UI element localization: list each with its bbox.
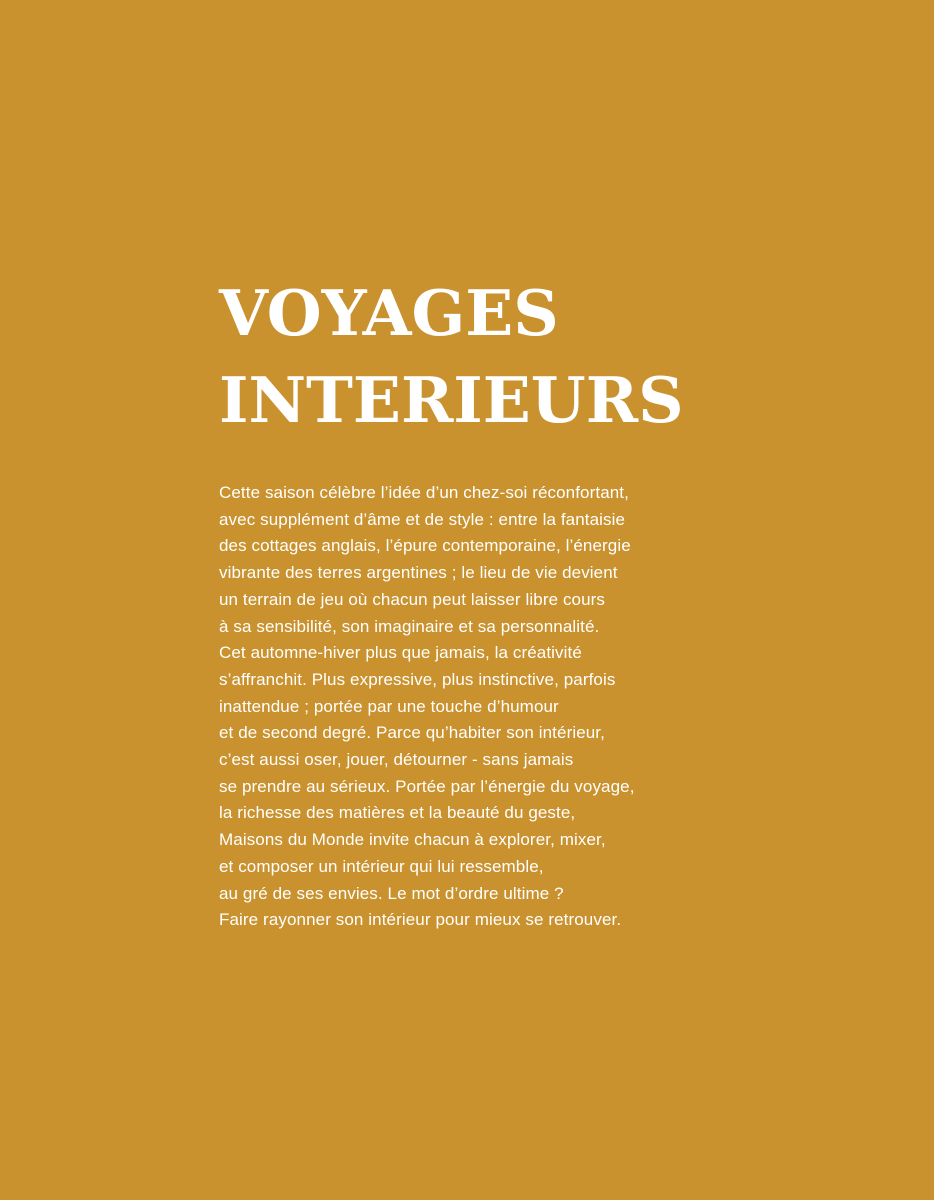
title-line-2: INTERIEURS [219, 363, 684, 437]
paragraph-line: Cette saison célèbre l’idée d’un chez-soi réconfortant, [219, 483, 629, 502]
paragraph-line: se prendre au sérieux. Portée par l’énergie du voyage, [219, 776, 635, 796]
paragraph-line: et de second degré. Parce qu’habiter son intérieur, [219, 723, 605, 743]
paragraph-line: s’affranchit. Plus expressive, plus instinctive, parfois [219, 669, 616, 689]
page-title [219, 270, 739, 444]
paragraph-line: Cet automne-hiver plus que jamais, la créativité [219, 643, 582, 663]
paragraph-line: la richesse des matières et la beauté du geste, [219, 803, 576, 823]
paragraph-line: au gré de ses envies. Le mot d’ordre ultime ? [219, 883, 564, 903]
paragraph-line: et composer un intérieur qui lui ressemble, [219, 856, 544, 876]
paragraph-line: à sa sensibilité, son imaginaire et sa personnalité. [219, 616, 600, 636]
paragraph-line: vibrante des terres argentines ; le lieu de vie devient [219, 563, 618, 583]
paragraph-line: avec supplément d’âme et de style : entre la fantaisie [219, 509, 626, 529]
paragraph-line: inattendue ; portée par une touche d’humour [219, 696, 559, 716]
paragraph-line: Maisons du Monde invite chacun à explorer, mixer, [219, 830, 606, 850]
article-paragraph [219, 480, 739, 934]
article-content [219, 270, 739, 934]
paragraph-line: c’est aussi oser, jouer, détourner - sans jamais [219, 750, 574, 770]
title-line-1: VOYAGES [219, 276, 559, 350]
paragraph-line: Faire rayonner son intérieur pour mieux se retrouver. [219, 910, 622, 930]
paragraph-line: des cottages anglais, l’épure contemporaine, l’énergie [219, 536, 631, 556]
paragraph-line: un terrain de jeu où chacun peut laisser libre cours [219, 589, 606, 609]
